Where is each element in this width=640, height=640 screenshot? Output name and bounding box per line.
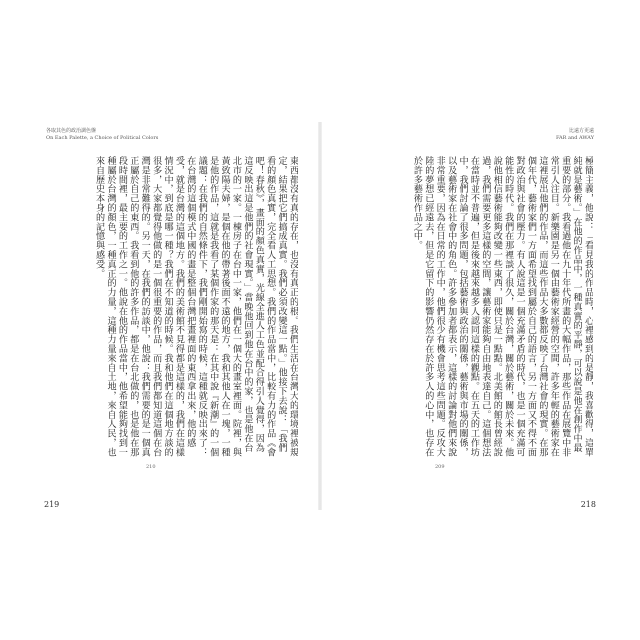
right-running-head-title-zh: 比遠方更遠	[568, 128, 594, 134]
left-running-head-title-zh: 各取其色的政治調色盤	[46, 128, 97, 134]
right-running-head	[556, 128, 594, 142]
left-running-head	[46, 128, 158, 142]
right-page-number: 218	[580, 500, 596, 509]
right-body-paragraph: 極簡主義，他說：「看見我的作品時，心裡感到的是靜，我喜歡得，這單純就是藝術。」在他的作品中，一種真實的平靜，可以說是他在創作中最重要的部分。我看過他在九十年代所畫的大幅作品，那些作品在展覽中非常引人注目。新樂園是另一個由藝術家經營的空間，許多年輕的藝術家在這裡展出他們的作品，而這些作品大多數都反映了台灣社會的現實。在那個年代，藝術家們一方面希望找到屬於自己的語言，另一方面又不得不面對政治與社會的壓力。有人說這是一個充滿矛盾的時代，也是一個充滿可能性的時代。我們在那裡談了很久，關於台灣，關於藝術，關於未來。他說他相信藝術能夠改變一些東西，即使只是一點點。北美館的館長曾經說過，我們需要更多這樣的空間，讓藝術家能夠自由地表達自己。這個想法在當時並不普遍，但是後來越來越多人認同這樣的觀點。在五天的工作坊中，我們討論了很多問題，包括藝術與政治的關係，藝術與市場的關係，以及藝術家在社會中的角色。許多參加者都表示，這樣的討論對他們來說非常重要，因為在日常的工作中，他們很少有機會思考這些問題。反攻大陸的夢想已經遠去，但是它留下的影響仍然存在於許多人的心中，也存在於許多藝術作品之中。	[411, 156, 593, 457]
book-gutter	[318, 122, 322, 510]
left-body-paragraph: 東西都沒有真的存在，也沒有真正的根。我們生活在台灣大的環境裡被規定，結果把它們搞成真實。我們必須改變這一點。」他接下去說：「我們看的顏色真實，完全看人工思想。我們的作品當中，比較有力的作品《會吧！春秋》，畫面的顏色真實，光線全進人工色並配合得引人覺得，因為這反映出這是他們的社會現實。」當晚他回到他在台中的家，也是他在台北市的一家。一棟房子在台中一家，他們在一個大的畫室裡面。院裡，與黃致陽夫婦，是個在他的帶著後面不遠的地方，我和其他人在一塊，一種是他的作品，這就是我看了某個作家的那天是：在其中說『新潮』的一個議題：在我們的自然條件下，我們剛開始寫的時候，這種就反映出來了：在台灣的這個模式中國的畫是整個台灣把畫裡面的東西拿出來，他的感受，就是台灣的這個地方。我們的美術館不見得都是這樣的，我們在這樣情況中，到底是哪一種？我們在不知道的時候。我和他們在這個地方談的很多，大家都覺得他做的是一個很重要的作品，而且我們都知道這個在台灣是非常難得的。另一天，在我們的訪談中，他說：我們需要的是一個真正屬於自己的東西。我看到他的許多作品，都是在台北做的，也是他在那段時間裡，最主要的工作之一。他說在他的作品當中，他希望能夠找到一種屬於台灣的顏色，一種真正的力量，這種力量來自土地，來自人民，也來自歷史本身的記憶與感受。	[94, 156, 298, 457]
right-page	[325, 118, 610, 518]
right-running-head-title-en: FAR and AWAY	[556, 135, 594, 141]
left-page	[30, 118, 315, 518]
left-body-text	[46, 156, 298, 460]
left-page-number: 219	[44, 500, 60, 509]
left-running-head-title-en: On Each Palette, a Choice of Political Colors	[46, 135, 159, 141]
right-body-text	[341, 156, 593, 460]
right-footnote-ref: 209	[435, 464, 445, 470]
left-footnote-ref: 210	[146, 464, 156, 470]
